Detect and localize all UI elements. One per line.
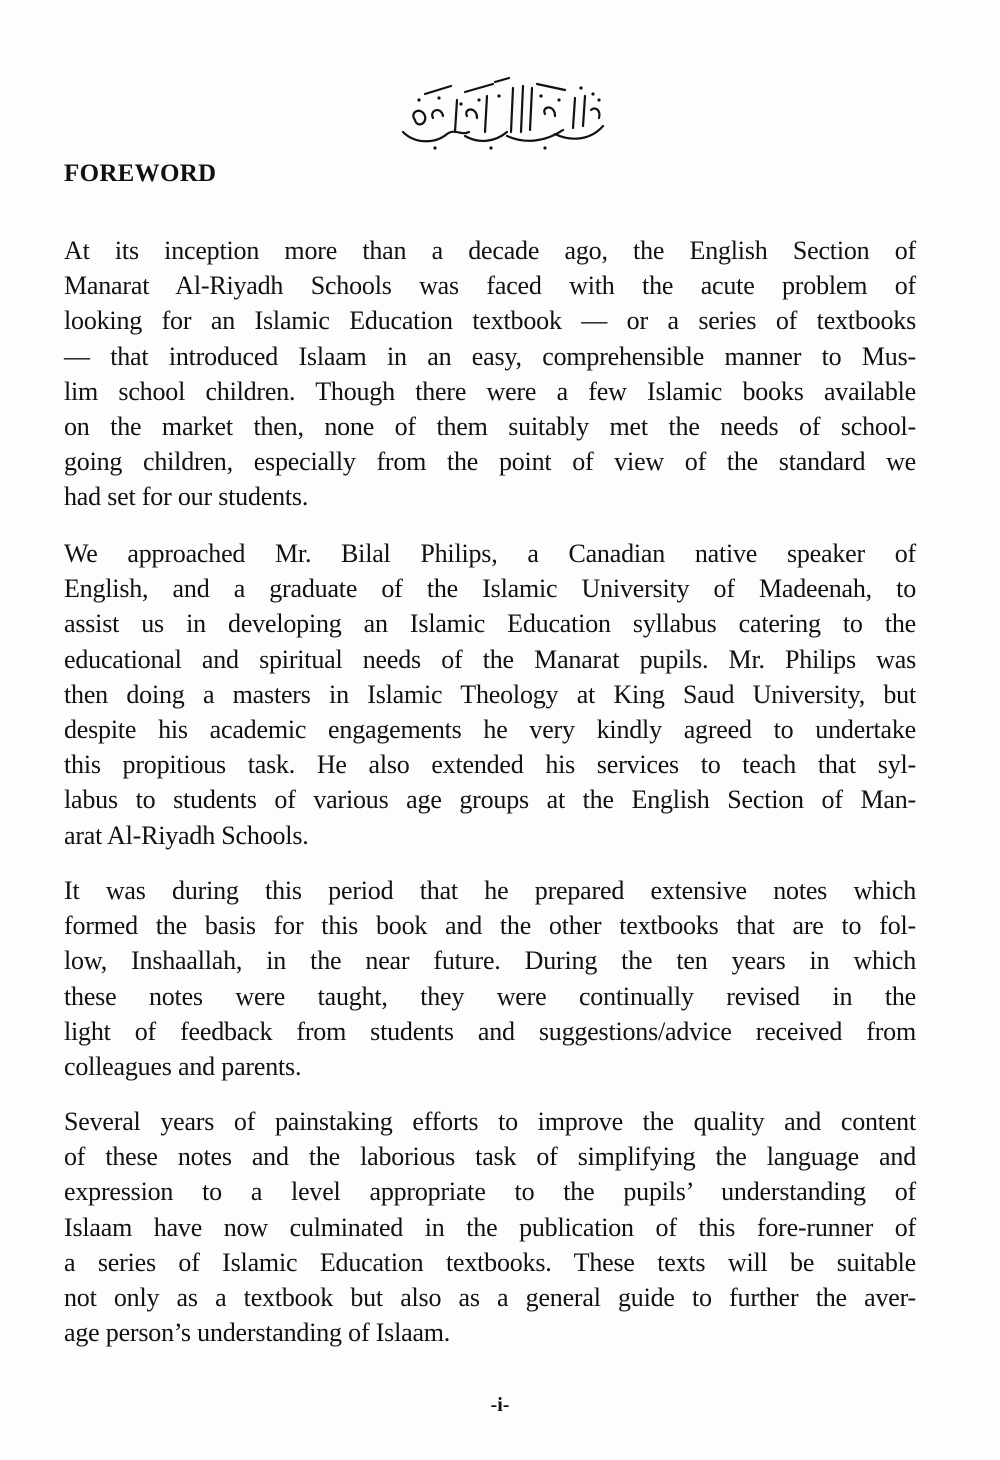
text-line: Islaam have now culminated in the publication of this fore-runner of (64, 1212, 916, 1242)
text-line: of these notes and the laborious task of simplifying the language and (64, 1142, 916, 1172)
text-line: expression to a level appropriate to the pupils’ understanding of (64, 1177, 916, 1207)
text-line: assist us in developing an Islamic Education syllabus catering to the (64, 609, 916, 639)
page-number: -i- (490, 1394, 510, 1416)
text-line: lim school children. Though there were a few Islamic books available (64, 376, 916, 406)
text-line: formed the basis for this book and the other textbooks that are to fol- (64, 911, 916, 941)
text-line: these notes were taught, they were continually revised in the (64, 981, 916, 1011)
text-line: age person’s understanding of Islaam. (64, 1318, 451, 1348)
text-line: English, and a graduate of the Islamic University of Madeenah, to (64, 574, 916, 604)
paragraph-1 (64, 233, 916, 515)
text-line: educational and spiritual needs of the Manarat pupils. Mr. Philips was (64, 644, 916, 674)
text-line: colleagues and parents. (64, 1051, 302, 1081)
text-line: not only as a textbook but also as a general guide to further the aver- (64, 1282, 916, 1312)
text-line: going children, especially from the point of view of the standard we (64, 447, 916, 477)
text-line: light of feedback from students and suggestions/advice received from (64, 1016, 916, 1046)
paragraph-4 (64, 1104, 916, 1350)
text-line: on the market then, none of them suitably met the needs of school- (64, 411, 916, 441)
text-line: — that introduced Islaam in an easy, comprehensible manner to Mus- (64, 341, 916, 371)
text-line: At its inception more than a decade ago, the English Section of (64, 236, 916, 265)
text-line: Manarat Al-Riyadh Schools was faced with the acute problem of (64, 271, 916, 301)
text-line: then doing a masters in Islamic Theology at King Saud University, but (64, 679, 916, 709)
text-line: low, Inshaallah, in the near future. During the ten years in which (64, 946, 916, 976)
paragraph-3 (64, 873, 916, 1084)
text-line: a series of Islamic Education textbooks. These texts will be suitable (64, 1247, 916, 1277)
text-line: It was during this period that he prepared extensive notes which (64, 876, 916, 905)
text-line: had set for our students. (64, 482, 309, 512)
basmala-calligraphy-icon (395, 70, 610, 160)
paragraph-2 (64, 536, 916, 853)
text-line: despite his academic engagements he very kindly agreed to undertake (64, 714, 916, 744)
text-line: arat Al-Riyadh Schools. (64, 820, 309, 850)
text-line: labus to students of various age groups at the English Section of Man- (64, 785, 916, 815)
text-line: Several years of painstaking efforts to improve the quality and content (64, 1107, 916, 1136)
text-line: We approached Mr. Bilal Philips, a Canadian native speaker of (64, 539, 916, 568)
text-line: this propitious task. He also extended his services to teach that syl- (64, 750, 916, 780)
text-line: looking for an Islamic Education textbook — or a series of textbooks (64, 306, 916, 336)
foreword-heading: FOREWORD (64, 160, 217, 187)
